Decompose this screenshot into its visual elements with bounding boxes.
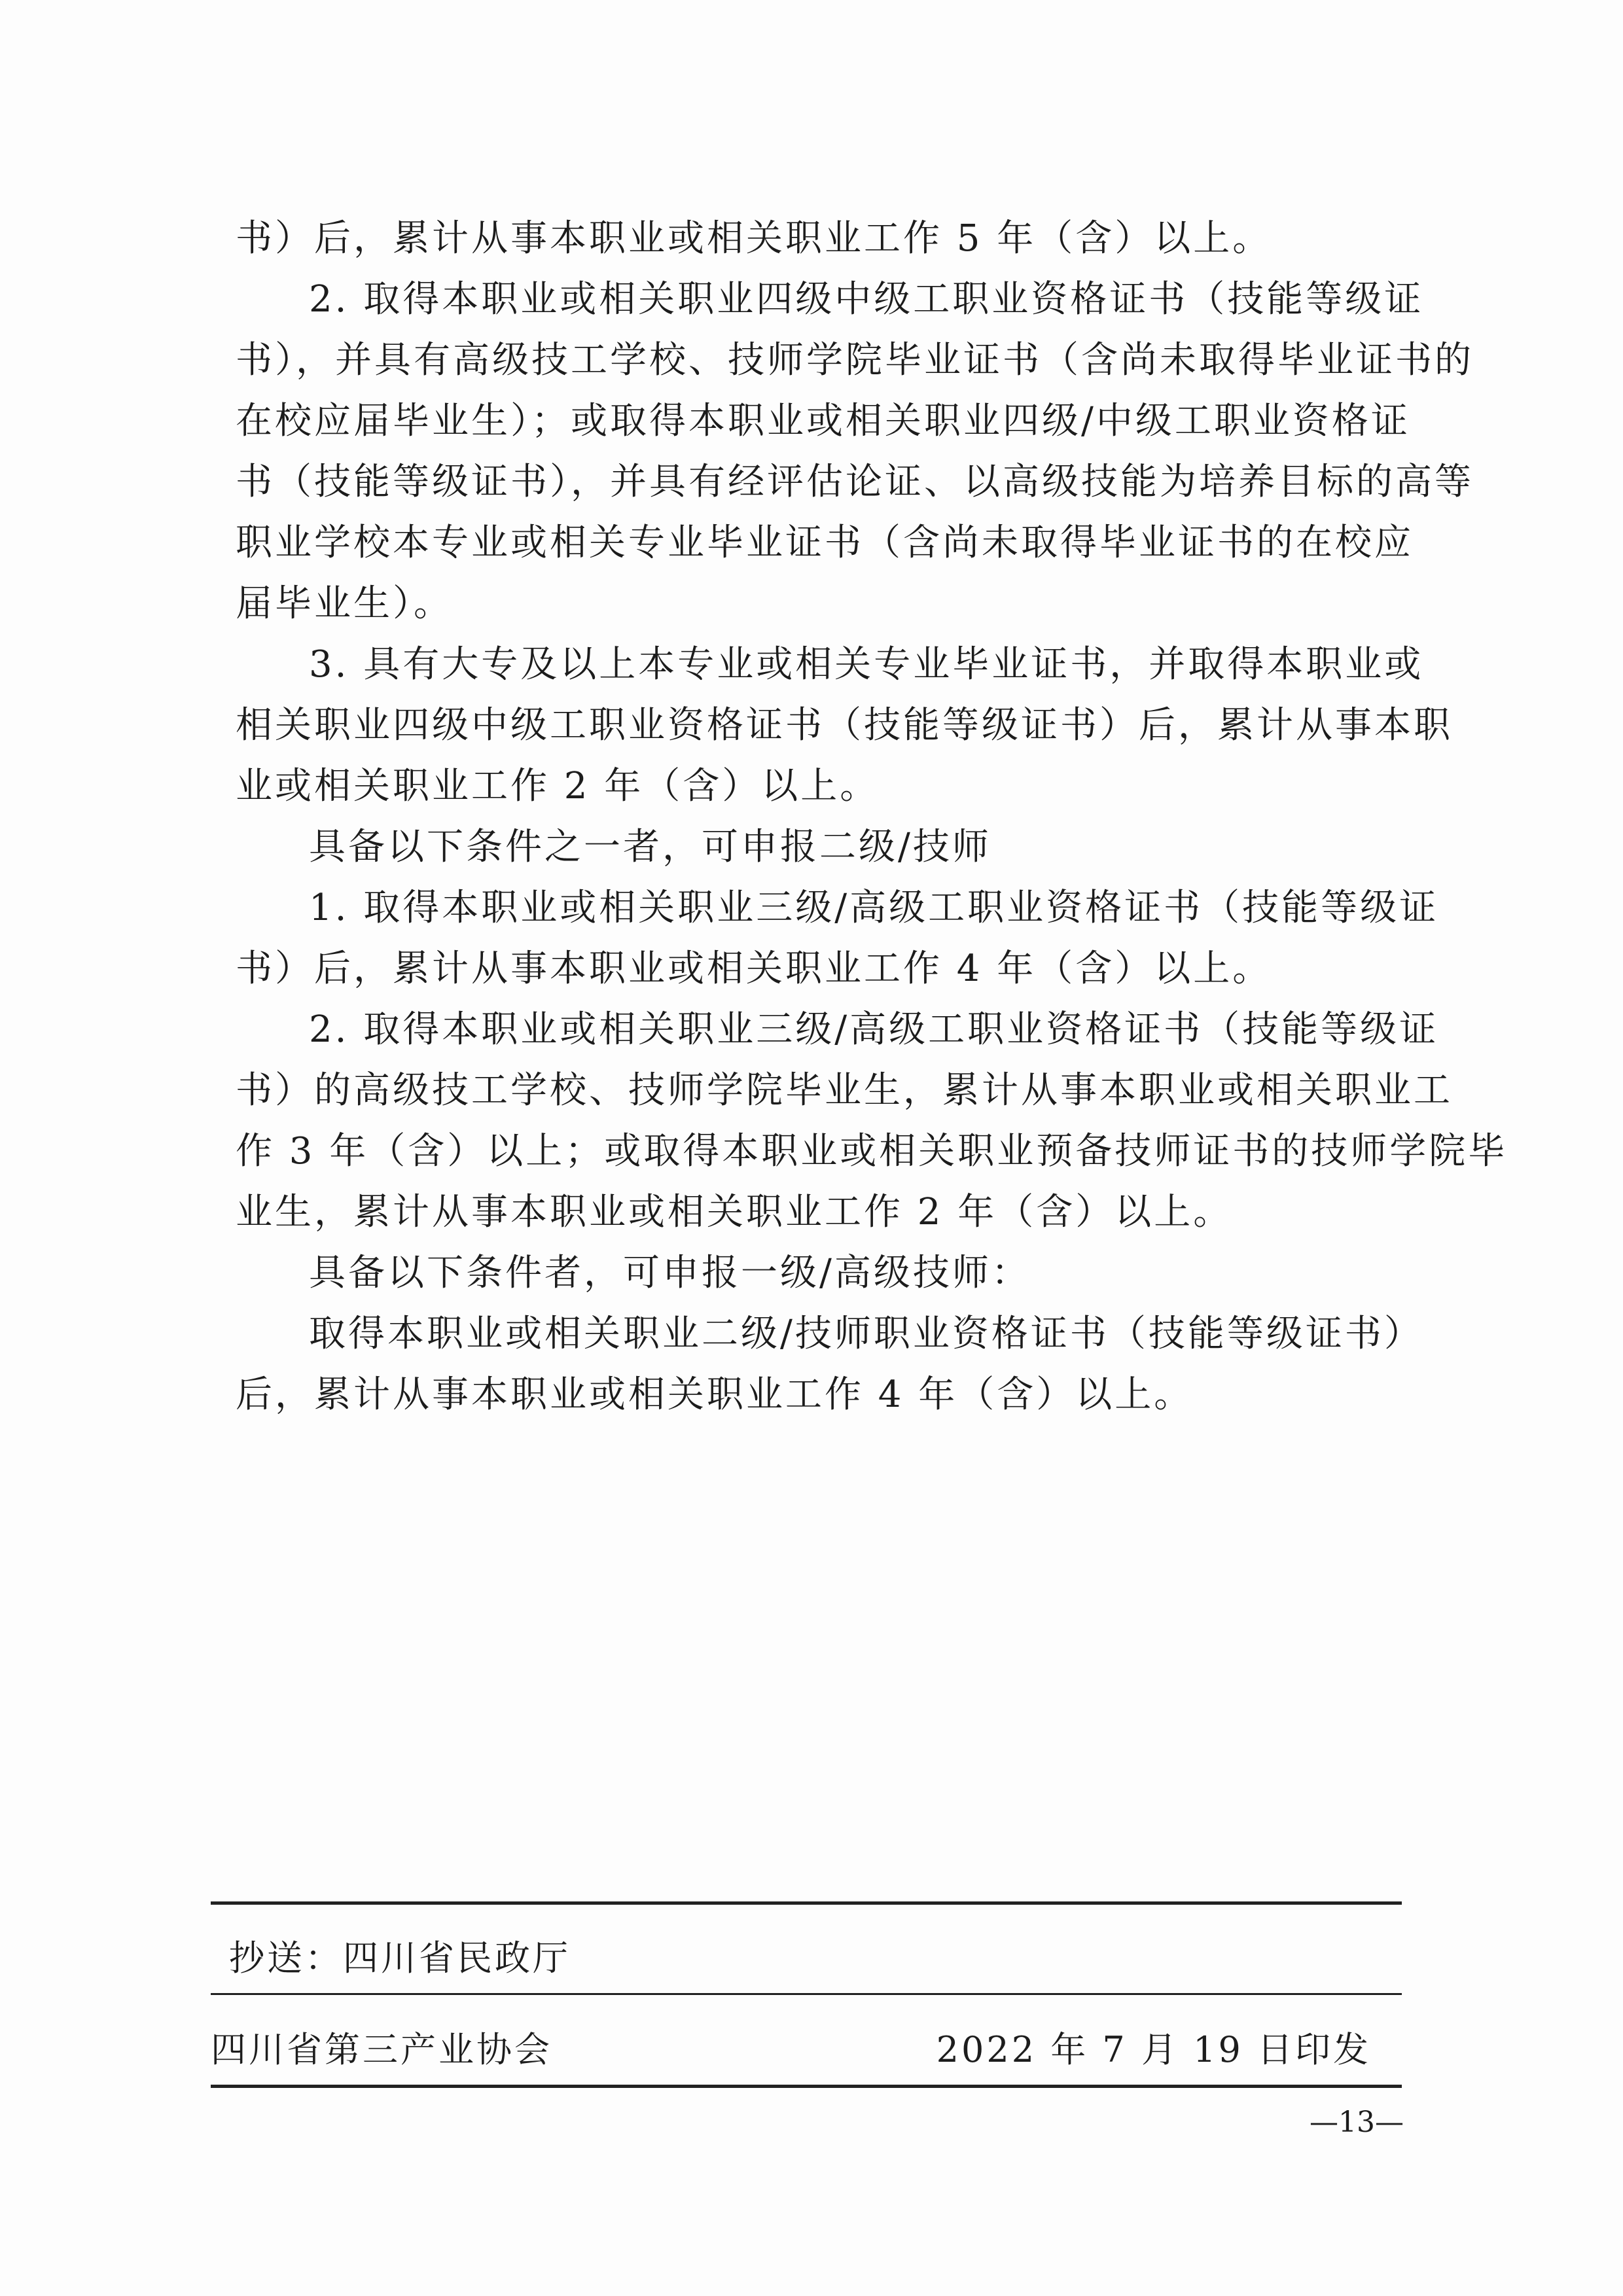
text-line: 业或相关职业工作 2 年（含）以上。 <box>236 765 880 807</box>
body-text <box>236 208 1508 1425</box>
text-line: 1. 取得本职业或相关职业三级/高级工职业资格证书（技能等级证 <box>309 887 1439 929</box>
footer-top-rule <box>211 1901 1402 1905</box>
text-line: 业生，累计从事本职业或相关职业工作 2 年（含）以上。 <box>236 1191 1233 1233</box>
text-line: 书）后，累计从事本职业或相关职业工作 5 年（含）以上。 <box>236 217 1272 260</box>
issue-date: 2022 年 7 月 19 日印发 <box>936 2029 1371 2070</box>
text-line: 届毕业生）。 <box>236 582 453 625</box>
text-line: 书）的高级技工学校、技师学院毕业生，累计从事本职业或相关职业工 <box>236 1069 1453 1112</box>
text-line: 职业学校本专业或相关专业毕业证书（含尚未取得毕业证书的在校应 <box>236 521 1414 564</box>
text-line: 相关职业四级中级工职业资格证书（技能等级证书）后，累计从事本职 <box>236 704 1453 747</box>
footer-middle-rule <box>211 1993 1402 1995</box>
text-line: 2. 取得本职业或相关职业四级中级工职业资格证书（技能等级证 <box>309 278 1424 321</box>
text-line: 3. 具有大专及以上本专业或相关专业毕业证书，并取得本职业或 <box>309 643 1424 686</box>
text-line: 在校应届毕业生）；或取得本职业或相关职业四级/中级工职业资格证 <box>236 400 1410 442</box>
text-line: 取得本职业或相关职业二级/技师职业资格证书（技能等级证书） <box>309 1313 1423 1355</box>
text-line: 书）后，累计从事本职业或相关职业工作 4 年（含）以上。 <box>236 947 1272 990</box>
footer-bottom-rule <box>211 2085 1402 2088</box>
issuing-organization: 四川省第三产业协会 <box>211 2029 552 2070</box>
text-line: 后，累计从事本职业或相关职业工作 4 年（含）以上。 <box>236 1373 1194 1416</box>
text-line: 书（技能等级证书），并具有经评估论证、以高级技能为培养目标的高等 <box>236 461 1474 503</box>
page-number: —13— <box>1310 2106 1404 2139</box>
section-heading-level-2: 具备以下条件之一者，可申报二级/技师 <box>309 826 991 868</box>
cc-recipient: 抄送：四川省民政厅 <box>229 1937 571 1979</box>
text-line: 书），并具有高级技工学校、技师学院毕业证书（含尚未取得毕业证书的 <box>236 339 1474 381</box>
text-line: 2. 取得本职业或相关职业三级/高级工职业资格证书（技能等级证 <box>309 1008 1439 1051</box>
section-heading-level-1: 具备以下条件者，可申报一级/高级技师： <box>309 1252 1031 1294</box>
text-line: 作 3 年（含）以上；或取得本职业或相关职业预备技师证书的技师学院毕 <box>236 1130 1508 1173</box>
